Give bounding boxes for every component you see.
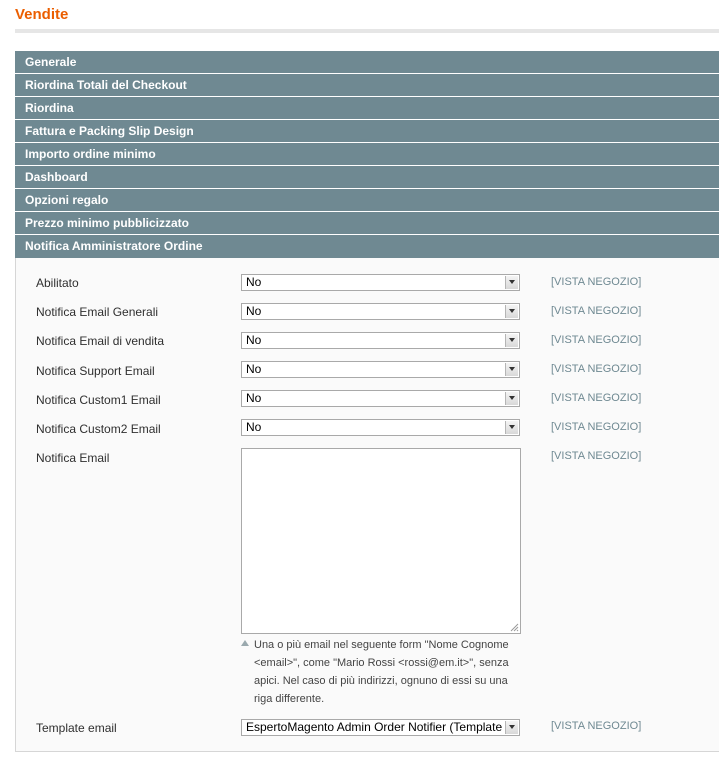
field-label-custom1-email: Notifica Custom1 Email (36, 393, 161, 407)
custom1-email-select-value: No (246, 391, 262, 405)
abilitato-select[interactable] (241, 274, 520, 291)
chevron-down-icon (505, 334, 518, 347)
scope-label: [VISTA NEGOZIO] (551, 276, 642, 288)
note-line: <email>", come "Mario Rossi <rossi@em.it>", senza (254, 657, 509, 669)
section-dashboard[interactable]: Dashboard (15, 166, 719, 189)
field-label-abilitato: Abilitato (36, 276, 79, 290)
support-email-select-value: No (246, 362, 262, 376)
custom2-email-select-value: No (246, 420, 262, 434)
support-email-select[interactable] (241, 361, 520, 378)
scope-label: [VISTA NEGOZIO] (551, 450, 642, 462)
notifica-email-note (254, 636, 516, 708)
field-label-custom2-email: Notifica Custom2 Email (36, 422, 161, 436)
field-label-support-email: Notifica Support Email (36, 364, 155, 378)
scope-label: [VISTA NEGOZIO] (551, 421, 642, 433)
abilitato-select-value: No (246, 275, 262, 289)
template-email-select-value: EspertoMagento Admin Order Notifier (Template (246, 720, 503, 734)
custom1-email-select[interactable] (241, 390, 520, 407)
note-line: apici. Nel caso di più indirizzi, ognuno di essi su una (254, 675, 508, 687)
page-title: Vendite (15, 6, 69, 23)
title-divider (15, 29, 719, 33)
chevron-down-icon (505, 392, 518, 405)
field-label-notifica-email: Notifica Email (36, 451, 110, 465)
config-sections (15, 51, 719, 258)
email-generali-select-value: No (246, 304, 262, 318)
field-label-template-email: Template email (36, 721, 117, 735)
section-fattura-packing-slip[interactable]: Fattura e Packing Slip Design (15, 120, 719, 143)
resize-grip-icon[interactable] (509, 622, 519, 632)
section-importo-ordine-minimo[interactable]: Importo ordine minimo (15, 143, 719, 166)
email-generali-select[interactable] (241, 303, 520, 320)
field-label-email-vendita: Notifica Email di vendita (36, 334, 165, 348)
custom2-email-select[interactable] (241, 419, 520, 436)
email-vendita-select[interactable] (241, 332, 520, 349)
scope-label: [VISTA NEGOZIO] (551, 392, 642, 404)
section-notifica-amministratore-ordine[interactable]: Notifica Amministratore Ordine (15, 235, 719, 258)
chevron-down-icon (505, 721, 518, 734)
note-triangle-icon (241, 640, 249, 646)
scope-label: [VISTA NEGOZIO] (551, 305, 642, 317)
chevron-down-icon (505, 421, 518, 434)
template-email-select[interactable] (241, 719, 520, 736)
section-riordina-totali-checkout[interactable]: Riordina Totali del Checkout (15, 74, 719, 97)
chevron-down-icon (505, 305, 518, 318)
field-label-email-generali: Notifica Email Generali (36, 305, 159, 319)
chevron-down-icon (505, 363, 518, 376)
section-opzioni-regalo[interactable]: Opzioni regalo (15, 189, 719, 212)
chevron-down-icon (505, 276, 518, 289)
section-riordina[interactable]: Riordina (15, 97, 719, 120)
section-generale[interactable]: Generale (15, 51, 719, 74)
note-line: riga differente. (254, 693, 325, 705)
email-vendita-select-value: No (246, 333, 262, 347)
scope-label: [VISTA NEGOZIO] (551, 720, 642, 732)
note-line: Una o più email nel seguente form "Nome Cognome (254, 639, 509, 651)
scope-label: [VISTA NEGOZIO] (551, 334, 642, 346)
notifica-email-textarea[interactable] (241, 448, 521, 634)
section-prezzo-minimo[interactable]: Prezzo minimo pubblicizzato (15, 212, 719, 235)
scope-label: [VISTA NEGOZIO] (551, 363, 642, 375)
